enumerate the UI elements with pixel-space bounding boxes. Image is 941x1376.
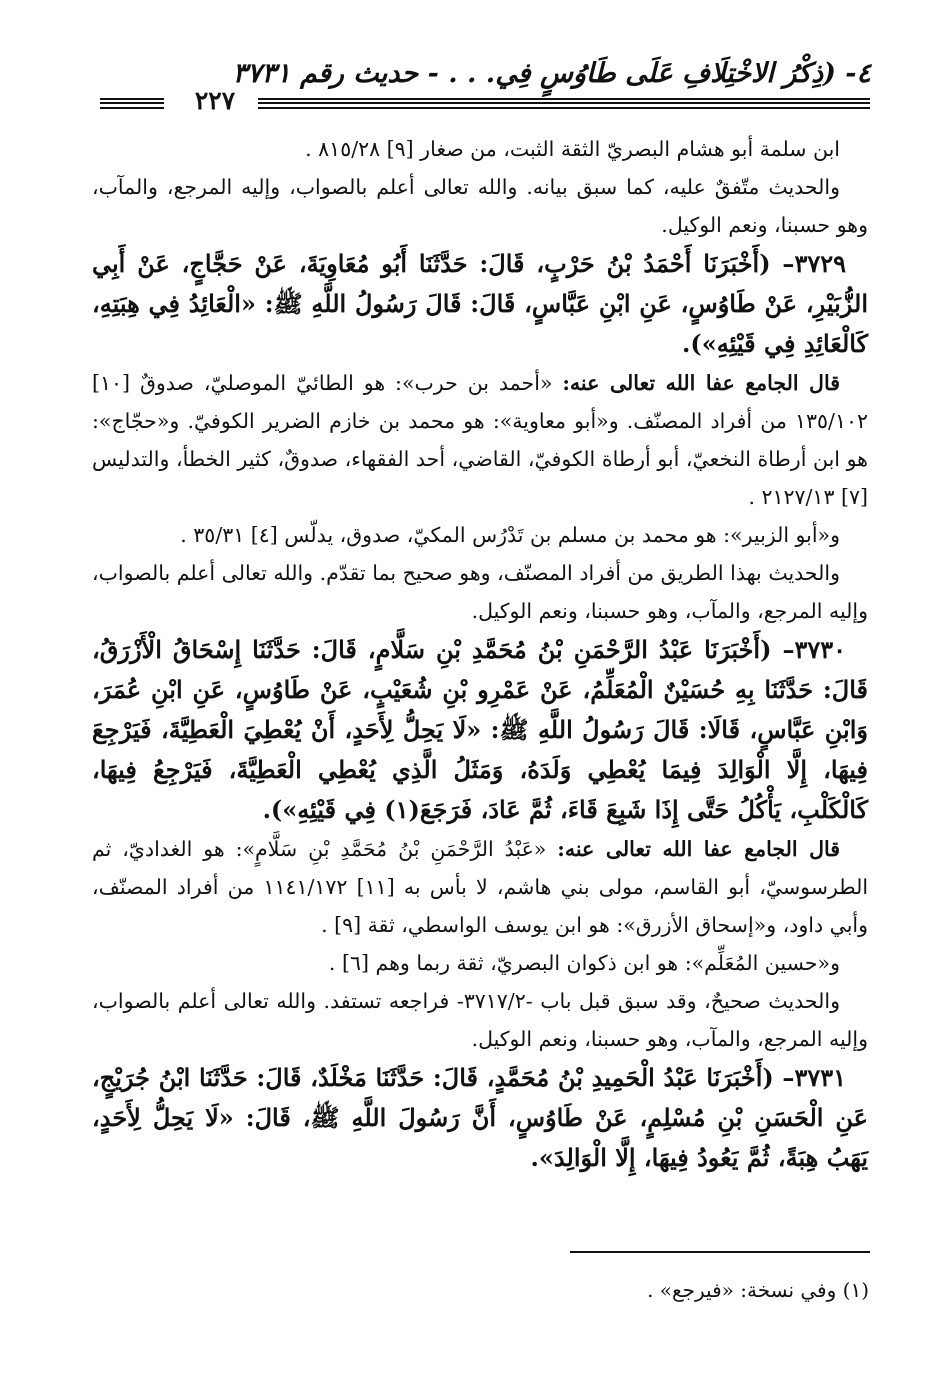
hadith-3729: ٣٧٢٩– (أَخْبَرَنَا أَحْمَدُ بْنُ حَرْبٍ، قَالَ: حَدَّثَنَا أَبُو مُعَاوِيَةَ، عَنْ حَجَّاجٍ، عَنْ أَبِي الزُّبَيْرِ، عَنْ طَاوُسٍ، عَنِ ابْنِ عَبَّاسٍ، قَالَ: قَالَ رَسُولُ اللَّهِ ﷺ: «الْعَائِدُ فِي هِبَتِهِ، كَالْعَائِدِ فِي قَيْئِهِ»). xyxy=(92,249,868,358)
paragraph-narrator-note: ابن سلمة أبو هشام البصريّ الثقة الثبت، من صغار [٩] ٨١٥/٢٨ . xyxy=(305,137,840,161)
header-rule-right xyxy=(258,98,870,109)
paragraph-narrator-note: و«حسين المُعَلِّم»: هو ابن ذكوان البصريّ، ثقة ربما وهم [٦] . xyxy=(328,951,840,975)
paragraph-commentary xyxy=(92,364,868,516)
paragraph-closing-note: والحديث بهذا الطريق من أفراد المصنّف، وهو صحيح بما تقدّم. والله تعالى أعلم بالصواب، وإليه المرجع، والمآب، وهو حسبنا، ونعم الوكيل. xyxy=(92,561,868,623)
paragraph-closing-note: والحديث صحيحٌ، وقد سبق قبل باب -٣٧١٧/٢- فراجعه تستفد. والله تعالى أعلم بالصواب، وإليه المرجع، والمآب، وهو حسبنا، ونعم الوكيل. xyxy=(92,989,868,1051)
commentary-lead: قال الجامع عفا الله تعالى عنه: xyxy=(562,371,840,395)
paragraph-narrator-note: و«أبو الزبير»: هو محمد بن مسلم بن تَدْرُس المكيّ، صدوق، يدلّس [٤] ٣٥/٣١ . xyxy=(180,523,840,547)
paragraph-commentary xyxy=(92,830,868,944)
commentary-text: «أحمد بن حرب»: هو الطائيّ الموصليّ، صدوقٌ [١٠] ١٣٥/١٠٢ من أفراد المصنّف. و«أبو معاوية»: هو محمد بن خازم الضرير الكوفيّ. و«حجّاج»: هو ابن أرطاة النخعيّ، أبو أرطاة الكوفيّ، القاضي، أحد الفقهاء، صدوقٌ، كثير الخطأ، والتدليس [٧] ٢١٢٧/١٣ . xyxy=(92,371,868,509)
page-number: ٢٢٧ xyxy=(194,86,236,115)
hadith-3731: ٣٧٣١– (أَخْبَرَنَا عَبْدُ الْحَمِيدِ بْنُ مُحَمَّدٍ، قَالَ: حَدَّثَنَا مَخْلَدٌ، قَالَ: حَدَّثَنَا ابْنُ جُرَيْجٍ، عَنِ الْحَسَنِ بْنِ مُسْلِمٍ، عَنْ طَاوُسٍ، أَنَّ رَسُولَ اللَّهِ ﷺ، قَالَ: «لَا يَحِلُّ لِأَحَدٍ، يَهَبُ هِبَةً، ثُمَّ يَعُودُ فِيهَا، إِلَّا الْوَالِدَ». xyxy=(92,1063,868,1172)
page-body xyxy=(92,130,868,1178)
commentary-lead: قال الجامع عفا الله تعالى عنه: xyxy=(557,837,841,861)
footnote: (١) وفي نسخة: «فيرجع» . xyxy=(647,1278,869,1302)
footnote-rule xyxy=(570,1251,870,1253)
paragraph-closing-note: والحديث متّفقٌ عليه، كما سبق بيانه. والله تعالى أعلم بالصواب، وإليه المرجع، والمآب، وهو حسبنا، ونعم الوكيل. xyxy=(92,175,868,237)
running-header-title: ٤- (ذِكْرُ الاخْتِلَافِ عَلَى طَاوُسٍ فِي. . . - حديث رقم ٣٧٣١ xyxy=(232,58,871,89)
commentary-text: «عَبْدُ الرَّحْمَنِ بْنُ مُحَمَّدِ بْنِ سَلَّامٍ»: هو الغداديّ، ثم الطرسوسيّ، أبو القاسم، مولى بني هاشم، لا بأس به [١١] ١١٤١/١٧٢ من أفراد المصنّف، وأبي داود، و«إسحاق الأزرق»: هو ابن يوسف الواسطي، ثقة [٩] . xyxy=(92,837,869,937)
header-rule-left xyxy=(100,98,164,109)
hadith-3730: ٣٧٣٠– (أَخْبَرَنَا عَبْدُ الرَّحْمَنِ بْنُ مُحَمَّدِ بْنِ سَلَّامٍ، قَالَ: حَدَّثَنَا إِسْحَاقُ الْأَزْرَقُ، قَالَ: حَدَّثَنَا بِهِ حُسَيْنٌ الْمُعَلِّمُ، عَنْ عَمْرِو بْنِ شُعَيْبٍ، عَنْ طَاوُسٍ، عَنِ ابْنِ عُمَرَ، وَابْنِ عَبَّاسٍ، قَالَا: قَالَ رَسُولُ اللَّهِ ﷺ: «لَا يَحِلُّ لِأَحَدٍ، أَنْ يُعْطِيَ الْعَطِيَّةَ، فَيَرْجِعَ فِيهَا، إِلَّا الْوَالِدَ فِيمَا يُعْطِي وَلَدَهُ، وَمَثَلُ الَّذِي يُعْطِي الْعَطِيَّةَ، فَيَرْجِعُ فِيهَا، كَالْكَلْبِ، يَأْكُلُ حَتَّى إِذَا شَبِعَ قَاءَ، ثُمَّ عَادَ، فَرَجَعَ(١) فِي قَيْئِهِ»). xyxy=(92,635,868,824)
